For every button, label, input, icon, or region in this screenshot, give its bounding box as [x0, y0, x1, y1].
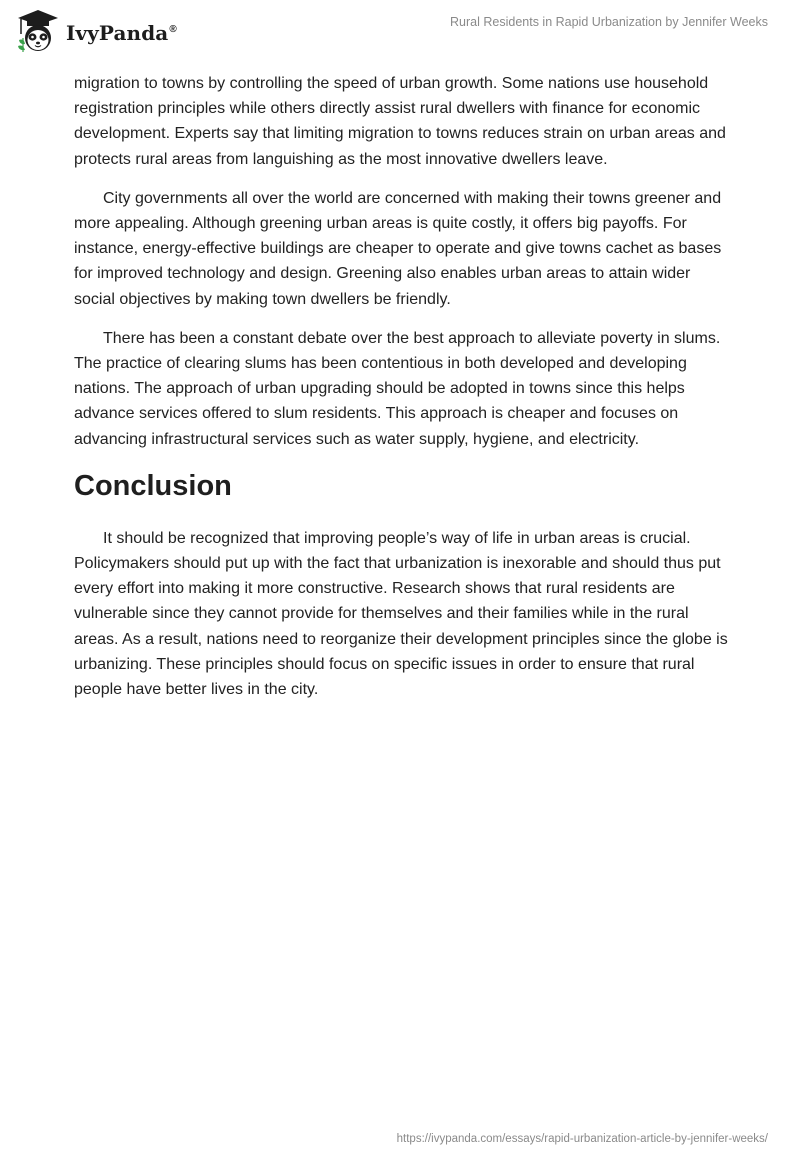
running-title: Rural Residents in Rapid Urbanization by Jennifer Weeks [450, 15, 768, 29]
panda-graduate-icon [16, 8, 60, 54]
source-url[interactable]: https://ivypanda.com/essays/rapid-urbanization-article-by-jennifer-weeks/ [396, 1133, 768, 1145]
registered-mark: ® [169, 24, 177, 36]
paragraph-conclusion: It should be recognized that improving people’s way of life in urban areas is crucial. Policymakers should put up with the fact that urbanization is inexorable and should thus put every effort into making it more constructive. Research shows that rural residents are vulnerable since they cannot provide for themselves and their families while in the rural areas. As a result, nations need to reorganize their development principles since the globe is urbanizing. These principles should focus on specific issues in order to ensure that rural people have better lives in the city. [74, 529, 728, 699]
paragraph-greening: City governments all over the world are concerned with making their towns greener and more appealing. Although greening urban areas is quite costly, it offers big payoffs. For instance, energy-effective buildings are cheaper to operate and give towns cachet as bases for improved technology and design. Greening also enables urban areas to attain wider social objectives by making town dwellers be friendly. [74, 189, 722, 308]
conclusion-heading: Conclusion [74, 469, 232, 502]
paragraph-slums: There has been a constant debate over the best approach to alleviate poverty in slums. The practice of clearing slums has been contentious in both developed and developing nations. The approach of urban upgrading should be adopted in towns since this helps advance services offered to slum residents. This approach is cheaper and focuses on advancing infrastructural services such as water supply, hygiene, and electricity. [74, 329, 721, 448]
logo-wordmark [66, 21, 177, 45]
essay-body [74, 71, 734, 716]
page-header [0, 0, 800, 62]
ivypanda-logo[interactable] [16, 8, 177, 54]
logo-text: IvyPanda [66, 21, 169, 45]
paragraph-continued: migration to towns by controlling the speed of urban growth. Some nations use household registration principles while others directly assist rural dwellers with finance for economic development. Experts say that limiting migration to towns reduces strain on urban areas and protects rural areas from languishing as the most innovative dwellers leave. [74, 75, 726, 168]
